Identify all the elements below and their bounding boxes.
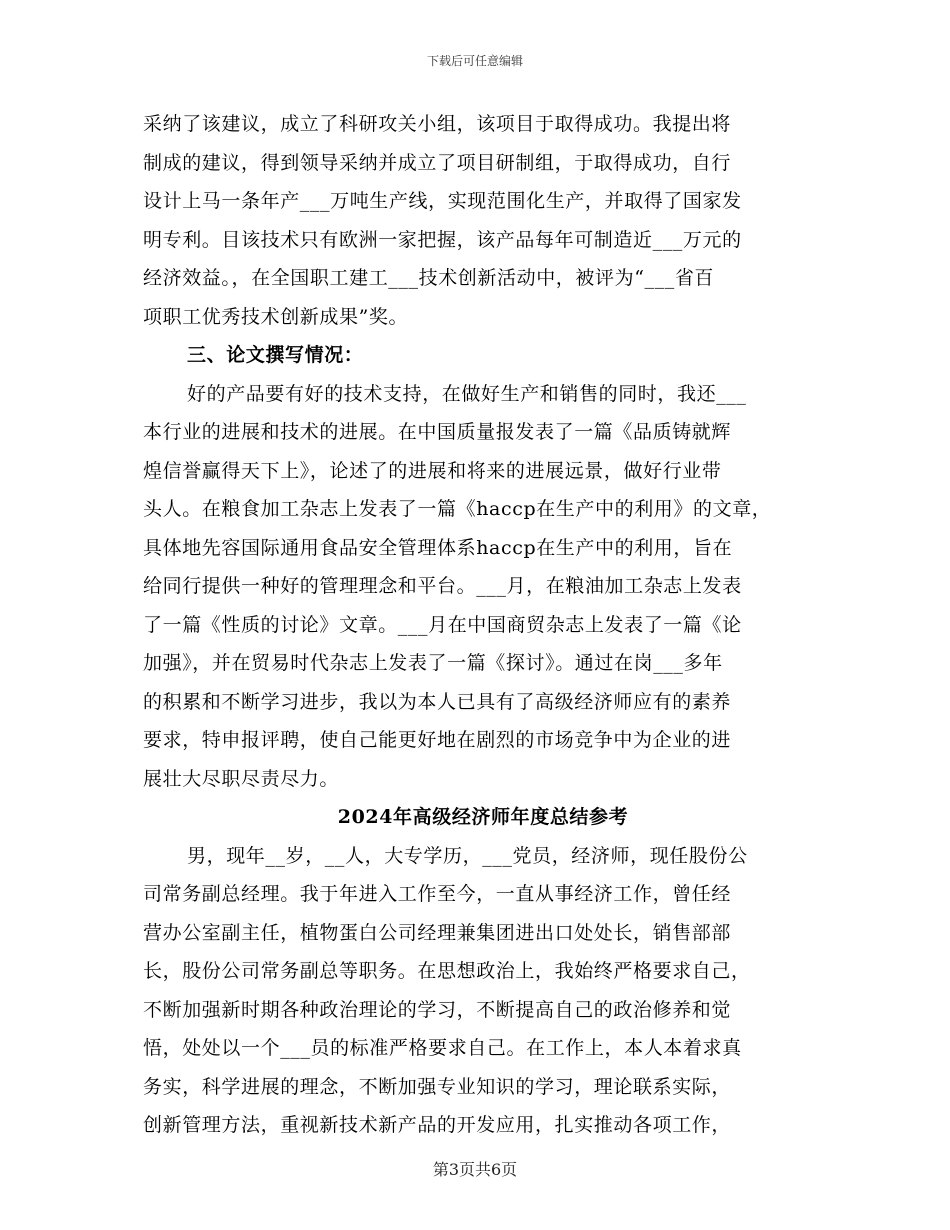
paragraph-line: 男，现年__岁，__人，大专学历，___党员，经济师，现任股份公: [187, 844, 748, 867]
paragraph-line: 要求，特申报评聘，使自己能更好地在剧烈的市场竞争中为企业的进: [143, 729, 732, 751]
paragraph-line: 本行业的进展和技术的进展。在中国质量报发表了一篇《品质铸就辉: [143, 421, 732, 443]
paragraph-line: 了一篇《性质的讨论》文章。___月在中国商贸杂志上发表了一篇《论: [143, 613, 742, 636]
page-number: 第3页共6页: [432, 1160, 518, 1179]
paragraph-line: 设计上马一条年产___万吨生产线，实现范围化生产，并取得了国家发: [143, 190, 742, 212]
page-header-note: 下载后可任意编辑: [426, 54, 523, 68]
section-heading: 三、论文撰写情况：: [187, 344, 364, 366]
paragraph-line: 项职工优秀技术创新成果”奖。: [143, 305, 409, 328]
paragraph-line: 长，股份公司常务副总等职务。在思想政治上，我始终严格要求自己，: [143, 960, 751, 982]
paragraph-line: 采纳了该建议，成立了科研攻关小组，该项目于取得成功。我提出将: [143, 113, 732, 135]
paragraph-line: 不断加强新时期各种政治理论的学习，不断提高自己的政治修养和觉: [143, 998, 732, 1021]
paragraph-line: 给同行提供一种好的管理理念和平台。___月，在粮油加工杂志上发表: [143, 575, 742, 597]
paragraph-line: 好的产品要有好的技术支持，在做好生产和销售的同时，我还___: [187, 382, 747, 405]
paragraph-line: 煌信誉赢得天下上》，论述了的进展和将来的进展远景，做好行业带: [143, 459, 722, 482]
document-body: [143, 105, 823, 1145]
paragraph-line: 头人。在粮食加工杂志上发表了一篇《haccp在生产中的利用》的文章，: [143, 498, 772, 520]
paragraph-line: 悟，处处以一个___员的标准严格要求自己。在工作上，本人本着求真: [143, 1037, 742, 1059]
paragraph-line: 展壮大尽职尽责尽力。: [143, 767, 340, 790]
paragraph-line: 创新管理方法，重视新技术新产品的开发应用，扎实推动各项工作，: [143, 1114, 732, 1136]
paragraph-line: 具体地先容国际通用食品安全管理体系haccp在生产中的利用，旨在: [143, 536, 733, 559]
paragraph-line: 的积累和不断学习进步，我以为本人已具有了高级经济师应有的素养: [143, 690, 732, 713]
document-title: 2024年高级经济师年度总结参考: [337, 806, 629, 828]
paragraph-line: 司常务副总经理。我于年进入工作至今，一直从事经济工作，曾任经: [143, 883, 732, 905]
paragraph-line: 明专利。目该技术只有欧洲一家把握，该产品每年可制造近___万元的: [143, 228, 742, 251]
paragraph-line: 制成的建议，得到领导采纳并成立了项目研制组，于取得成功，自行: [143, 151, 732, 174]
paragraph-line: 加强》，并在贸易时代杂志上发表了一篇《探讨》。通过在岗___多年: [143, 652, 723, 674]
paragraph-line: 务实，科学进展的理念，不断加强专业知识的学习，理论联系实际，: [143, 1075, 732, 1098]
paragraph-line: 经济效益。，在全国职工建工___技术创新活动中，被评为“___省百: [143, 267, 715, 289]
paragraph-line: 营办公室副主任，植物蛋白公司经理兼集团进出口处处长，销售部部: [143, 921, 732, 944]
